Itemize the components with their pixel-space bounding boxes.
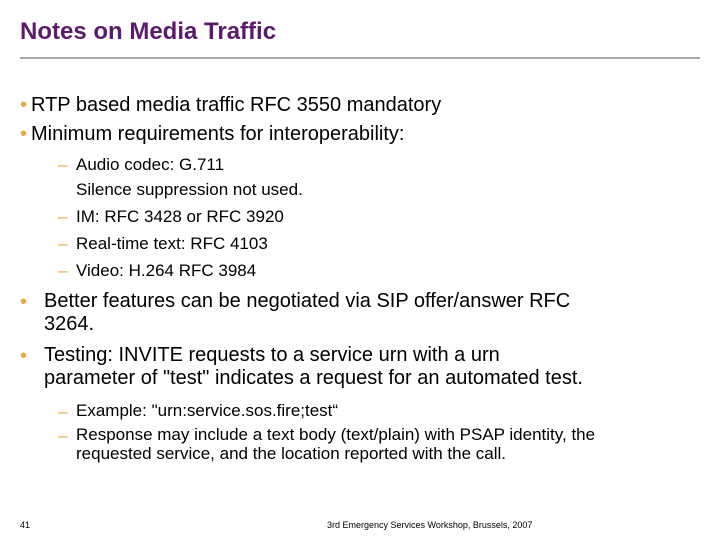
- title-divider: [20, 57, 700, 59]
- sub-bullet-text: Video: H.264 RFC 3984: [76, 261, 257, 280]
- bullet-text-cont: 3264.: [44, 313, 95, 335]
- dash-icon: –: [58, 207, 68, 226]
- sub-bullet-text: Real-time text: RFC 4103: [76, 234, 268, 253]
- dash-icon: –: [58, 261, 68, 280]
- bullet-icon: •: [20, 291, 28, 313]
- sub-bullet-text-cont: Silence suppression not used.: [76, 180, 303, 199]
- bullet-icon: •: [20, 123, 28, 145]
- sub-bullet-text: Audio codec: G.711: [76, 155, 225, 174]
- slide-title: Notes on Media Traffic: [20, 18, 277, 45]
- bullet-text: Testing: INVITE requests to a service urn with a urn: [44, 344, 500, 366]
- dash-icon: –: [58, 426, 68, 445]
- dash-icon: –: [58, 402, 68, 421]
- bullet-icon: •: [20, 94, 28, 116]
- bullet-text-cont: parameter of "test" indicates a request for an automated test.: [44, 367, 583, 389]
- sub-bullet-text: Response may include a text body (text/plain) with PSAP identity, the: [76, 425, 596, 444]
- bullet-text: Better features can be negotiated via SIP offer/answer RFC: [44, 290, 571, 312]
- page-number: 41: [20, 520, 31, 530]
- sub-bullet-text: Example: "urn:service.sos.fire;test“: [76, 401, 339, 420]
- dash-icon: –: [58, 234, 68, 253]
- bullet-icon: •: [20, 345, 28, 367]
- footer-event: 3rd Emergency Services Workshop, Brussels, 2007: [327, 520, 533, 530]
- sub-bullet-text-cont: requested service, and the location reported with the call.: [76, 444, 506, 463]
- bullet-text: RTP based media traffic RFC 3550 mandatory: [31, 94, 442, 116]
- bullet-text: Minimum requirements for interoperability:: [31, 123, 405, 145]
- sub-bullet-text: IM: RFC 3428 or RFC 3920: [76, 207, 284, 226]
- dash-icon: –: [58, 155, 68, 174]
